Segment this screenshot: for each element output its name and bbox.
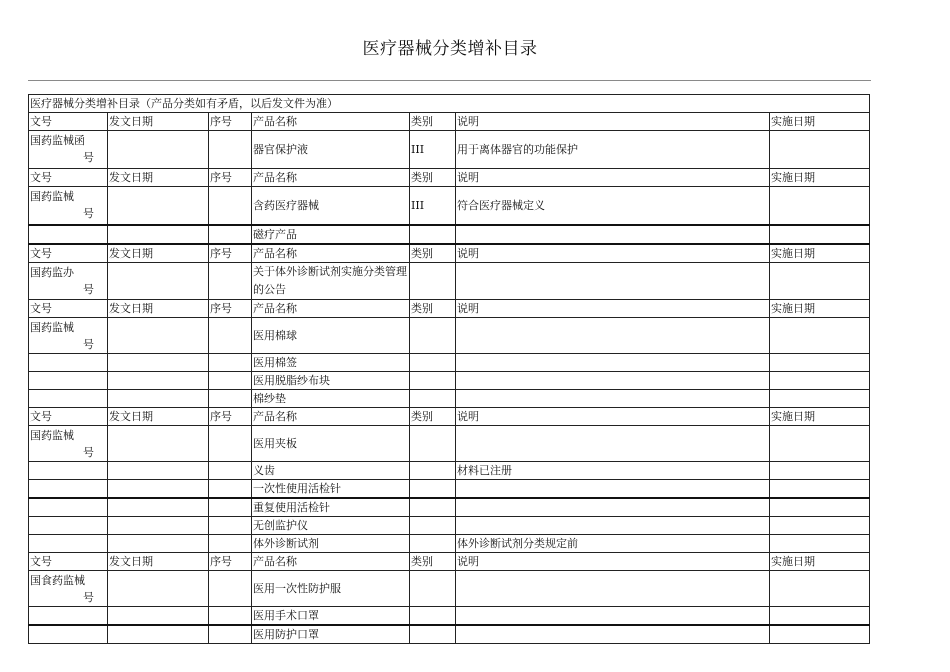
product-name-cell: 磁疗产品 <box>252 225 410 244</box>
impl-date-cell <box>770 480 870 499</box>
doc-number-cell <box>29 480 108 499</box>
issue-date-cell <box>108 426 209 462</box>
header-cell-note: 说明 <box>456 408 770 426</box>
impl-date-cell <box>770 390 870 408</box>
impl-date-cell <box>770 187 870 226</box>
header-cell-name: 产品名称 <box>252 113 410 131</box>
issue-date-cell <box>108 318 209 354</box>
doc-number-cell <box>29 131 108 169</box>
impl-date-cell <box>770 517 870 535</box>
header-row <box>29 553 870 571</box>
issue-date-cell <box>108 354 209 372</box>
header-cell-cls: 类别 <box>410 113 456 131</box>
doc-number-cell <box>29 263 108 300</box>
doc-number-suffix: 号 <box>83 591 94 604</box>
doc-number-cell <box>29 225 108 244</box>
sequence-cell <box>209 517 252 535</box>
header-cell-name: 产品名称 <box>252 408 410 426</box>
table-row <box>29 498 870 517</box>
doc-number-cell <box>29 187 108 226</box>
header-cell-cls: 类别 <box>410 300 456 318</box>
doc-number-prefix: 国药监械 <box>30 429 74 442</box>
header-cell-doc: 文号 <box>29 408 108 426</box>
table-row <box>29 390 870 408</box>
product-name-cell: 无创监护仪 <box>252 517 410 535</box>
class-cell <box>410 263 456 300</box>
product-name-cell: 关于体外诊断试剂实施分类管理的公告 <box>252 263 410 300</box>
note-cell <box>456 571 770 607</box>
header-cell-seq: 序号 <box>209 113 252 131</box>
note-cell <box>456 372 770 390</box>
impl-date-cell <box>770 535 870 553</box>
issue-date-cell <box>108 131 209 169</box>
note-cell <box>456 607 770 626</box>
sequence-cell <box>209 535 252 553</box>
header-cell-date: 发文日期 <box>108 553 209 571</box>
doc-number-cell <box>29 372 108 390</box>
header-cell-name: 产品名称 <box>252 169 410 187</box>
impl-date-cell <box>770 498 870 517</box>
table-row <box>29 318 870 354</box>
product-name-cell: 医用防护口罩 <box>252 625 410 644</box>
product-name-cell: 医用一次性防护服 <box>252 571 410 607</box>
product-name-cell: 医用手术口罩 <box>252 607 410 626</box>
class-cell <box>410 571 456 607</box>
impl-date-cell <box>770 263 870 300</box>
doc-number-cell <box>29 462 108 480</box>
header-cell-note: 说明 <box>456 553 770 571</box>
impl-date-cell <box>770 372 870 390</box>
header-cell-impl: 实施日期 <box>770 113 870 131</box>
issue-date-cell <box>108 498 209 517</box>
doc-number-cell <box>29 318 108 354</box>
doc-number-cell <box>29 498 108 517</box>
product-name-cell: 重复使用活检针 <box>252 498 410 517</box>
doc-number-prefix: 国药监办 <box>30 266 74 279</box>
issue-date-cell <box>108 607 209 626</box>
doc-number-prefix: 国药监械 <box>30 321 74 334</box>
product-name-cell: 医用夹板 <box>252 426 410 462</box>
note-cell <box>456 517 770 535</box>
impl-date-cell <box>770 225 870 244</box>
issue-date-cell <box>108 480 209 499</box>
header-rule <box>28 80 871 81</box>
class-cell: III <box>410 131 456 169</box>
header-cell-doc: 文号 <box>29 300 108 318</box>
doc-number-cell <box>29 390 108 408</box>
table-row <box>29 607 870 626</box>
class-cell <box>410 390 456 408</box>
sequence-cell <box>209 480 252 499</box>
note-cell <box>456 354 770 372</box>
impl-date-cell <box>770 318 870 354</box>
note-cell <box>456 426 770 462</box>
header-cell-cls: 类别 <box>410 169 456 187</box>
doc-number-suffix: 号 <box>83 207 94 220</box>
doc-number-cell <box>29 607 108 626</box>
class-cell <box>410 372 456 390</box>
note-cell <box>456 480 770 499</box>
product-name-cell: 一次性使用活检针 <box>252 480 410 499</box>
sequence-cell <box>209 318 252 354</box>
header-cell-date: 发文日期 <box>108 408 209 426</box>
doc-number-suffix: 号 <box>83 283 94 296</box>
header-cell-seq: 序号 <box>209 169 252 187</box>
class-cell <box>410 498 456 517</box>
issue-date-cell <box>108 625 209 644</box>
class-cell <box>410 462 456 480</box>
header-cell-doc: 文号 <box>29 169 108 187</box>
note-cell: 用于离体器官的功能保护 <box>456 131 770 169</box>
doc-number-suffix: 号 <box>83 446 94 459</box>
class-cell <box>410 607 456 626</box>
header-cell-note: 说明 <box>456 169 770 187</box>
issue-date-cell <box>108 517 209 535</box>
page-title: 医疗器械分类增补目录 <box>362 39 538 59</box>
table-row <box>29 426 870 462</box>
header-cell-impl: 实施日期 <box>770 244 870 263</box>
sequence-cell <box>209 187 252 226</box>
sequence-cell <box>209 263 252 300</box>
impl-date-cell <box>770 607 870 626</box>
table-row <box>29 263 870 300</box>
impl-date-cell <box>770 131 870 169</box>
doc-number-cell <box>29 625 108 644</box>
catalog-table <box>28 94 870 644</box>
header-cell-note: 说明 <box>456 300 770 318</box>
sequence-cell <box>209 372 252 390</box>
header-cell-cls: 类别 <box>410 244 456 263</box>
issue-date-cell <box>108 571 209 607</box>
sequence-cell <box>209 625 252 644</box>
class-cell <box>410 535 456 553</box>
class-cell <box>410 480 456 499</box>
header-cell-date: 发文日期 <box>108 244 209 263</box>
table-row <box>29 625 870 644</box>
class-cell <box>410 354 456 372</box>
class-cell <box>410 426 456 462</box>
header-cell-seq: 序号 <box>209 244 252 263</box>
class-cell <box>410 225 456 244</box>
product-name-cell: 义齿 <box>252 462 410 480</box>
doc-number-cell <box>29 517 108 535</box>
header-cell-date: 发文日期 <box>108 169 209 187</box>
header-cell-doc: 文号 <box>29 113 108 131</box>
header-cell-seq: 序号 <box>209 553 252 571</box>
doc-number-prefix: 国药监械 <box>30 190 74 203</box>
note-cell <box>456 225 770 244</box>
header-cell-doc: 文号 <box>29 244 108 263</box>
sequence-cell <box>209 426 252 462</box>
header-cell-impl: 实施日期 <box>770 300 870 318</box>
issue-date-cell <box>108 225 209 244</box>
doc-number-cell <box>29 535 108 553</box>
header-row <box>29 244 870 263</box>
product-name-cell: 体外诊断试剂 <box>252 535 410 553</box>
table-row <box>29 354 870 372</box>
product-name-cell: 医用脱脂纱布块 <box>252 372 410 390</box>
doc-number-prefix: 国药监械函 <box>30 134 85 147</box>
header-cell-seq: 序号 <box>209 408 252 426</box>
sequence-cell <box>209 390 252 408</box>
header-cell-name: 产品名称 <box>252 553 410 571</box>
class-cell <box>410 625 456 644</box>
header-cell-date: 发文日期 <box>108 113 209 131</box>
header-cell-impl: 实施日期 <box>770 408 870 426</box>
issue-date-cell <box>108 187 209 226</box>
header-row <box>29 408 870 426</box>
table-row <box>29 131 870 169</box>
doc-number-prefix: 国食药监械 <box>30 574 85 587</box>
note-cell: 体外诊断试剂分类规定前 <box>456 535 770 553</box>
sequence-cell <box>209 607 252 626</box>
doc-number-cell <box>29 354 108 372</box>
note-cell <box>456 390 770 408</box>
product-name-cell: 医用棉签 <box>252 354 410 372</box>
sequence-cell <box>209 571 252 607</box>
table-caption: 医疗器械分类增补目录（产品分类如有矛盾，以后发文件为准） <box>29 95 870 113</box>
table-row <box>29 517 870 535</box>
issue-date-cell <box>108 263 209 300</box>
doc-number-cell <box>29 426 108 462</box>
product-name-cell: 含药医疗器械 <box>252 187 410 226</box>
header-cell-cls: 类别 <box>410 553 456 571</box>
header-cell-impl: 实施日期 <box>770 553 870 571</box>
note-cell: 材料已注册 <box>456 462 770 480</box>
header-cell-name: 产品名称 <box>252 300 410 318</box>
issue-date-cell <box>108 390 209 408</box>
doc-number-suffix: 号 <box>83 151 94 164</box>
issue-date-cell <box>108 372 209 390</box>
table-row <box>29 462 870 480</box>
table-row <box>29 480 870 499</box>
note-cell <box>456 625 770 644</box>
sequence-cell <box>209 131 252 169</box>
product-name-cell: 医用棉球 <box>252 318 410 354</box>
note-cell: 符合医疗器械定义 <box>456 187 770 226</box>
sequence-cell <box>209 498 252 517</box>
header-cell-name: 产品名称 <box>252 244 410 263</box>
header-row <box>29 113 870 131</box>
issue-date-cell <box>108 535 209 553</box>
sequence-cell <box>209 462 252 480</box>
header-cell-seq: 序号 <box>209 300 252 318</box>
header-row <box>29 300 870 318</box>
doc-number-cell <box>29 571 108 607</box>
header-cell-doc: 文号 <box>29 553 108 571</box>
product-name-cell: 棉纱垫 <box>252 390 410 408</box>
class-cell <box>410 318 456 354</box>
table-row <box>29 571 870 607</box>
table-row <box>29 372 870 390</box>
impl-date-cell <box>770 354 870 372</box>
note-cell <box>456 498 770 517</box>
header-row <box>29 169 870 187</box>
table-row <box>29 187 870 226</box>
header-cell-note: 说明 <box>456 113 770 131</box>
class-cell: III <box>410 187 456 226</box>
sequence-cell <box>209 225 252 244</box>
product-name-cell: 器官保护液 <box>252 131 410 169</box>
header-cell-note: 说明 <box>456 244 770 263</box>
table-row <box>29 535 870 553</box>
impl-date-cell <box>770 625 870 644</box>
table-row <box>29 225 870 244</box>
header-cell-impl: 实施日期 <box>770 169 870 187</box>
class-cell <box>410 517 456 535</box>
header-cell-cls: 类别 <box>410 408 456 426</box>
impl-date-cell <box>770 462 870 480</box>
note-cell <box>456 263 770 300</box>
impl-date-cell <box>770 571 870 607</box>
note-cell <box>456 318 770 354</box>
issue-date-cell <box>108 462 209 480</box>
sequence-cell <box>209 354 252 372</box>
impl-date-cell <box>770 426 870 462</box>
header-cell-date: 发文日期 <box>108 300 209 318</box>
doc-number-suffix: 号 <box>83 338 94 351</box>
